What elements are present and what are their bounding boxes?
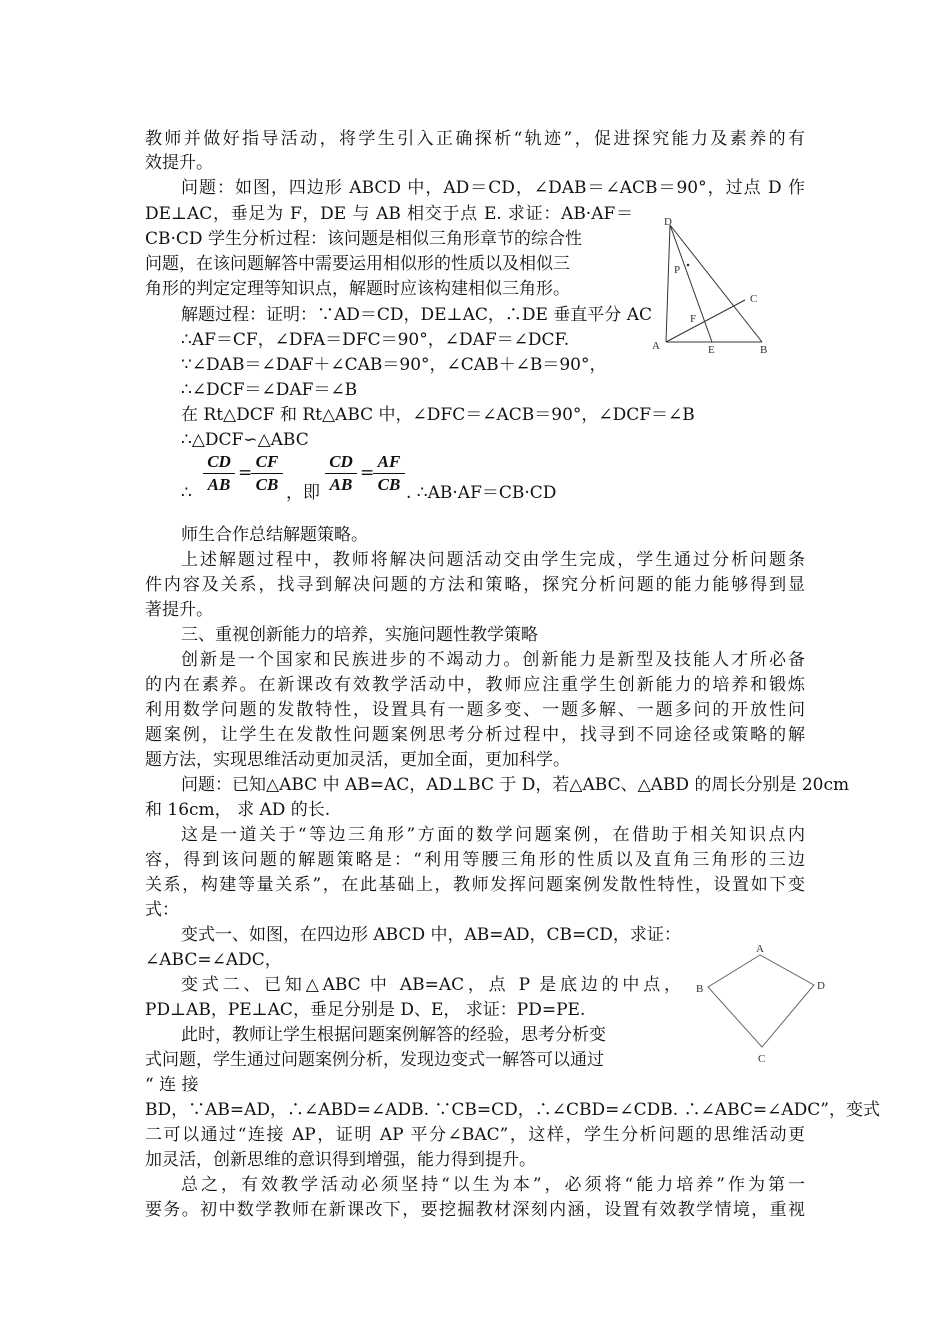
text-line: DE⊥AC，垂足为 F，DE 与 AB 相交于点 E. 求证：AB·AF＝ xyxy=(145,204,633,224)
text-line: 解题过程：证明：∵AD＝CD，DE⊥AC，∴DE 垂直平分 AC xyxy=(181,305,652,325)
section-heading: 三、重视创新能力的培养，实施问题性教学策略 xyxy=(181,625,538,645)
label-a: A xyxy=(652,340,660,352)
text-line: 题案例，让学生在发散性问题案例思考分析过程中，找寻到不同途径或策略的解 xyxy=(145,725,805,745)
text-line: 角形的判定定理等知识点，解题时应该构建相似三角形。 xyxy=(145,279,570,299)
text-line: ∵∠DAB＝∠DAF＋∠CAB＝90°，∠CAB＋∠B＝90°， xyxy=(181,355,607,375)
text-line: 效提升。 xyxy=(145,153,213,173)
fraction-numerator: CF xyxy=(255,452,279,471)
segment-ad xyxy=(666,225,670,342)
text-line: 要务。初中数学教师在新课改下，要挖掘教材深刻内涵，设置有效教学情境，重视 xyxy=(145,1200,805,1220)
therefore-symbol: ∴ xyxy=(181,483,192,503)
equals-sign: = xyxy=(238,463,253,483)
text-line: 上述解题过程中，教师将解决问题活动交由学生完成，学生通过分析问题条 xyxy=(181,550,805,570)
text-line: 二可以通过“连接 AP，证明 AP 平分∠BAC”，这样，学生分析问题的思维活动更 xyxy=(145,1125,805,1145)
text-line: 总之，有效教学活动必须坚持“以生为本”，必须将“能力培养”作为第一 xyxy=(181,1175,805,1195)
equals-sign: = xyxy=(360,463,375,483)
text-line: 问题，在该问题解答中需要运用相似形的性质以及相似三 xyxy=(145,254,570,274)
text-line: BD，∵AB=AD，∴∠ABD=∠ADB. ∵CB=CD，∴∠CBD=∠CDB. ∴∠ABC=∠ADC”，变式 xyxy=(145,1100,880,1120)
label-p: P xyxy=(674,264,681,276)
point-p xyxy=(687,264,690,267)
fraction-numerator: CD xyxy=(329,452,353,471)
fraction-denominator: AB xyxy=(207,475,231,494)
text-line: 教师并做好指导活动，将学生引入正确探析“轨迹”，促进探究能力及素养的有 xyxy=(145,129,805,149)
text-line: 关系，构建等量关系”，在此基础上，教师发挥问题案例发散性特性，设置如下变 xyxy=(145,875,805,895)
text-line: ∴∠DCF＝∠DAF＝∠B xyxy=(181,380,358,400)
fraction-cd-ab xyxy=(203,452,235,495)
text-line: 变式一、如图，在四边形 ABCD 中，AB=AD，CB=CD，求证： xyxy=(181,925,681,945)
text-line: 创新是一个国家和民族进步的不竭动力。创新能力是新型及技能人才所必备 xyxy=(181,650,805,670)
kite-figure-abcd xyxy=(690,935,840,1075)
text-line: 问题：已知△ABC 中 AB=AC，AD⊥BC 于 D，若△ABC、△ABD 的周长分别是 20cm xyxy=(181,775,850,795)
text-middle: ，即 xyxy=(286,483,320,503)
text-line: 这是一道关于“等边三角形”方面的数学问题案例，在借助于相关知识点内 xyxy=(181,825,805,845)
fraction-numerator: CD xyxy=(207,452,231,471)
text-line: 著提升。 xyxy=(145,600,213,620)
label-a: A xyxy=(756,943,764,955)
segment-db xyxy=(670,225,762,342)
fraction-numerator: AF xyxy=(377,452,401,471)
text-line: ∴AF＝CF，∠DFA＝DFC＝90°，∠DAF＝∠DCF. xyxy=(181,330,570,350)
segment-ac xyxy=(666,300,745,342)
label-b: B xyxy=(696,983,704,995)
label-b: B xyxy=(760,344,768,356)
text-line: PD⊥AB，PE⊥AC，垂足分别是 D、E， 求证：PD=PE. xyxy=(145,1000,586,1020)
text-line: “ 连 接 xyxy=(145,1075,199,1095)
text-line: 问题：如图，四边形 ABCD 中，AD＝CD，∠DAB＝∠ACB＝90°，过点 D 作 xyxy=(181,178,805,198)
text-line: 在 Rt△DCF 和 Rt△ABC 中，∠DFC＝∠ACB＝90°，∠DCF＝∠B xyxy=(181,405,695,425)
text-line: 和 16cm， 求 AD 的长. xyxy=(145,800,331,820)
text-line: 题方法，实现思维活动更加灵活，更加全面，更加科学。 xyxy=(145,750,570,770)
fraction-cf-cb xyxy=(251,452,283,495)
fraction-denominator: CB xyxy=(255,475,279,494)
text-line: 式问题，学生通过问题案例分析，发现边变式一解答可以通过 xyxy=(145,1050,604,1070)
text-line: 此时，教师让学生根据问题案例解答的经验，思考分析变 xyxy=(181,1025,606,1045)
text-line: 变式二、已知△ABC 中 AB=AC，点 P 是底边的中点， xyxy=(181,975,681,995)
text-tail: . ∴AB·AF＝CB·CD xyxy=(406,483,557,503)
text-line: CB·CD 学生分析过程：该问题是相似三角形章节的综合性 xyxy=(145,229,582,249)
fraction-denominator: AB xyxy=(329,475,353,494)
text-line: ∴△DCF∽△ABC xyxy=(181,430,309,450)
text-line: ∠ABC=∠ADC， xyxy=(145,950,282,970)
label-c: C xyxy=(750,293,758,305)
text-line: 加灵活，创新思维的意识得到增强，能力得到提升。 xyxy=(145,1150,536,1170)
text-line: 件内容及关系，找寻到解决问题的方法和策略，探究分析问题的能力能够得到显 xyxy=(145,575,805,595)
label-e: E xyxy=(708,344,715,356)
text-line: 的内在素养。在新课改有效教学活动中，教师应注重学生创新能力的培养和锻炼 xyxy=(145,675,805,695)
label-d: D xyxy=(817,980,825,992)
text-line: 式： xyxy=(145,900,179,920)
fraction-denominator: CB xyxy=(377,475,401,494)
fraction-cd-ab xyxy=(325,452,357,495)
text-line: 利用数学问题的发散特性，设置具有一题多变、一题多解、一题多问的开放性问 xyxy=(145,700,805,720)
kite-outline xyxy=(708,955,814,1047)
label-c: C xyxy=(758,1053,766,1065)
label-d: D xyxy=(664,216,672,228)
geometry-figure-abcd xyxy=(640,210,800,360)
label-f: F xyxy=(690,313,697,325)
text-line: 师生合作总结解题策略。 xyxy=(181,525,368,545)
fraction-af-cb xyxy=(373,452,405,495)
text-line: 容，得到该问题的解题策略是：“利用等腰三角形的性质以及直角三角形的三边 xyxy=(145,850,805,870)
